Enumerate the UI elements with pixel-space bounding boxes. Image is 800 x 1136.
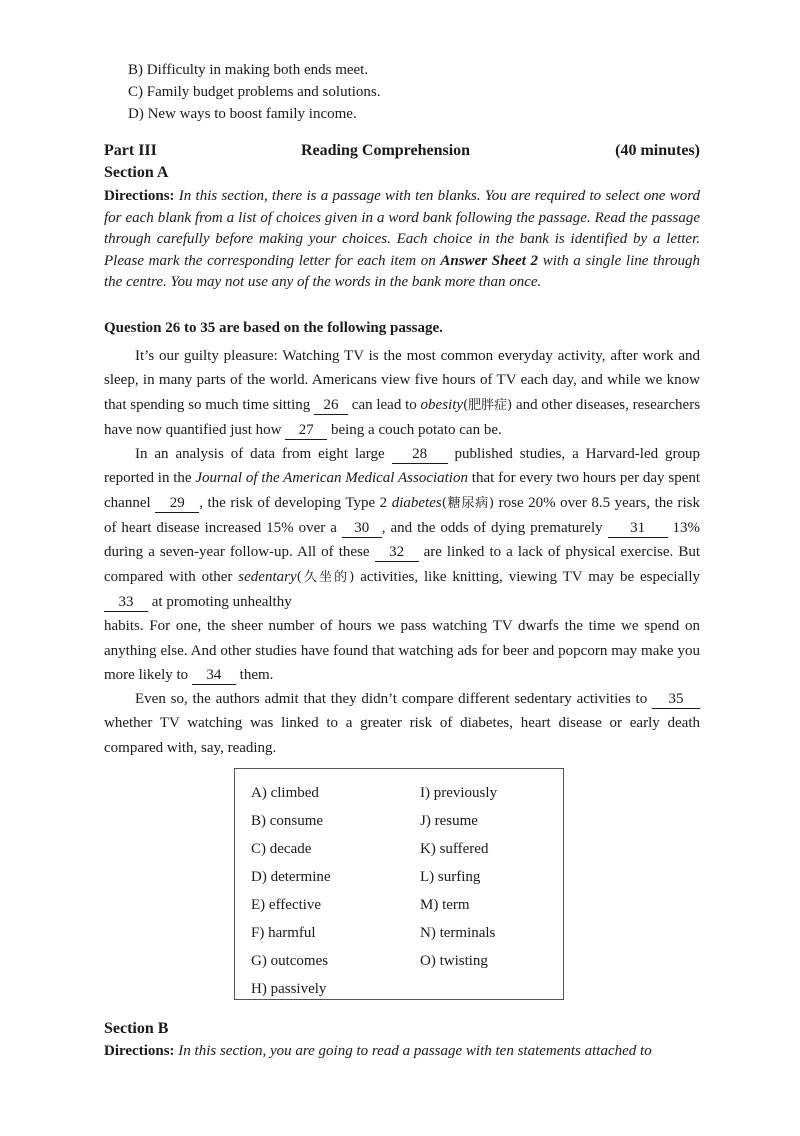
text: In an analysis of data from eight large — [135, 446, 385, 463]
part-label: Part III — [104, 142, 157, 159]
word-bank-item: A) climbed — [251, 785, 319, 801]
text: being a couch potato can be. — [330, 421, 502, 438]
text: and other diseases, researchers have now quantified just how — [104, 396, 701, 438]
text: at promoting unhealthy — [151, 593, 292, 610]
gloss-obesity: (肥胖症) — [463, 397, 513, 413]
part-title: Reading Comprehension — [301, 142, 471, 159]
word-bank-item: J) resume — [420, 813, 478, 829]
word-bank-item: F) harmful — [251, 925, 316, 941]
directions-text-1: In this section, there is a passage with ten blanks. You are required to select one word for each blank from a list of choices given in a word bank following the passage. Read the passage through carefully before making your choices. Each choice in the bank is identified by a letter. Please mark the corresponding letter for each item on — [104, 188, 700, 269]
word-bank-item: M) term — [420, 897, 470, 913]
text: habits. For one, the sheer number of hours we pass watching TV dwarfs the time we spend on anything else. And other studies have found that watching ads for beer and popcorn may make you more likely to — [104, 618, 700, 683]
section-b-directions — [104, 1043, 724, 1060]
gloss-sedentary: (久坐的) — [296, 569, 355, 585]
gloss-diabetes: (糖尿病) — [441, 495, 495, 511]
answer-sheet-ref: Answer Sheet 2 — [440, 252, 539, 269]
paragraph-1 — [104, 344, 700, 442]
option-b: B) Difficulty in making both ends meet. — [128, 62, 369, 78]
word-bank-left-column — [251, 779, 331, 1003]
word-bank-item: I) previously — [420, 785, 498, 801]
blank-29: 29 — [155, 495, 199, 513]
text: can lead to — [351, 396, 417, 413]
blank-26: 26 — [314, 397, 348, 415]
word-bank-item: D) determine — [251, 869, 331, 885]
paragraph-2 — [104, 442, 700, 614]
word-bank — [234, 768, 564, 1000]
blank-30: 30 — [342, 520, 382, 538]
word-bank-right-column — [420, 779, 497, 975]
word-bank-item: B) consume — [251, 813, 324, 829]
option-d: D) New ways to boost family income. — [128, 106, 357, 122]
word-bank-item: E) effective — [251, 897, 322, 913]
blank-31: 31 — [608, 520, 668, 538]
paragraph-3 — [104, 614, 700, 687]
term-diabetes: diabetes — [391, 494, 442, 511]
word-bank-item: O) twisting — [420, 953, 488, 969]
text: Even so, the authors admit that they didn’t compare different sedentary activities to — [135, 691, 648, 708]
text: It’s our guilty pleasure: Watching TV is the most common everyday activity, after work and sleep, in many parts of the world. Americans view five hours of TV each day, and while we know that spending so much time sitting — [104, 348, 700, 413]
text: whether TV watching was linked to a greater risk of diabetes, heart disease or early death compared with, say, reading. — [104, 715, 700, 756]
question-heading: Question 26 to 35 are based on the following passage. — [104, 320, 443, 336]
term-obesity: obesity — [420, 396, 464, 413]
previous-options — [128, 59, 381, 125]
passage — [104, 344, 700, 760]
directions-label: Directions: — [104, 1043, 175, 1059]
word-bank-item: K) suffered — [420, 841, 489, 857]
journal-name: Journal of the American Medical Association — [195, 470, 468, 487]
text: rose 20% over 8.5 years, the risk of heart disease increased 15% over a — [104, 494, 700, 537]
section-b-title: Section B — [104, 1020, 169, 1037]
word-bank-item: C) decade — [251, 841, 312, 857]
word-bank-item: N) terminals — [420, 925, 496, 941]
word-bank-item: G) outcomes — [251, 953, 329, 969]
blank-32: 32 — [375, 544, 419, 562]
text: , and the odds of dying prematurely — [381, 520, 603, 537]
section-a-title: Section A — [104, 164, 169, 181]
part-time: (40 minutes) — [615, 142, 700, 159]
directions-label: Directions: — [104, 188, 175, 204]
word-bank-item: H) passively — [251, 981, 327, 997]
directions-text: In this section, you are going to read a passage with ten statements attached to — [178, 1043, 652, 1059]
text: activities, like knitting, viewing TV may be especially — [360, 568, 700, 585]
blank-33: 33 — [104, 594, 148, 612]
option-c: C) Family budget problems and solutions. — [128, 84, 381, 100]
directions-text-2: with a single line through the centre. You may not use any of the words in the bank more than once. — [104, 252, 701, 291]
text: them. — [239, 666, 274, 683]
part-header — [104, 142, 700, 164]
blank-35: 35 — [652, 691, 700, 709]
paragraph-4 — [104, 687, 700, 760]
term-sedentary: sedentary — [238, 568, 297, 585]
blank-28: 28 — [392, 446, 448, 464]
blank-34: 34 — [192, 667, 236, 685]
text: published studies, a Harvard-led group reported in the — [104, 446, 701, 487]
word-bank-item: L) surfing — [420, 869, 481, 885]
text: 13% during a seven-year follow-up. All of these — [104, 520, 700, 561]
text: are linked to a lack of physical exercise. But compared with other — [104, 544, 700, 585]
text: , the risk of developing Type 2 — [199, 494, 388, 511]
blank-27: 27 — [285, 422, 327, 440]
text: that for every two hours per day spent channel — [104, 470, 701, 511]
section-a-directions — [104, 186, 700, 294]
